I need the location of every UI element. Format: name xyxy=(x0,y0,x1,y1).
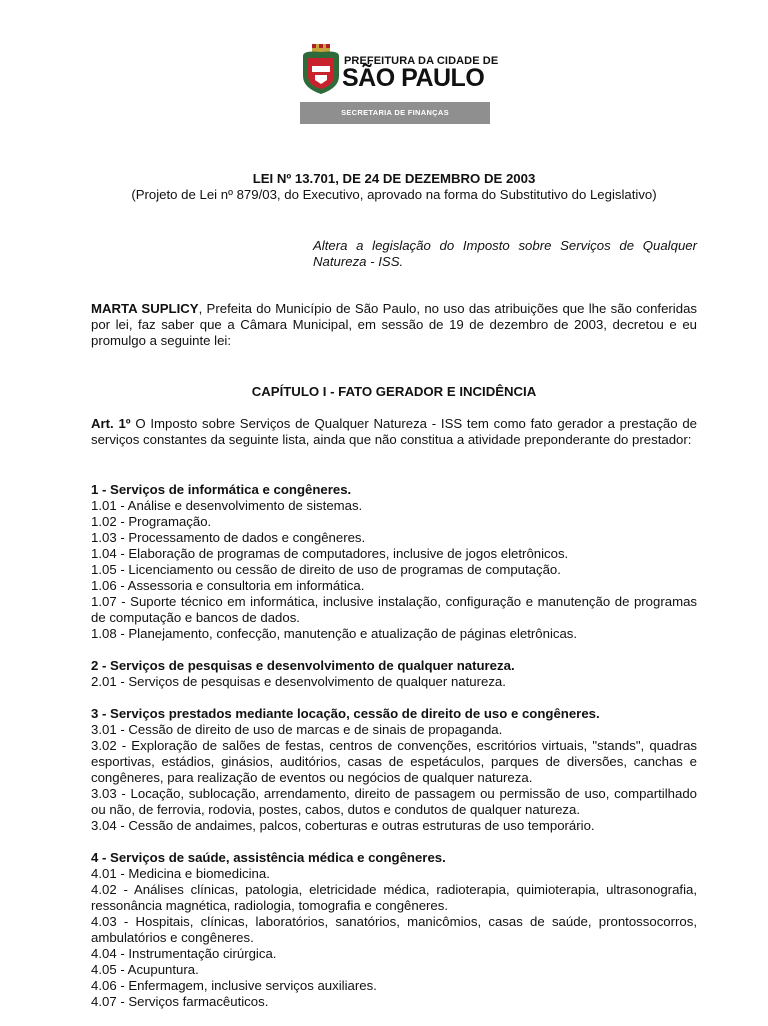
service-list xyxy=(91,482,697,1026)
article-label: Art. 1º xyxy=(91,416,131,431)
logo-bar: SECRETARIA DE FINANÇAS xyxy=(300,102,490,124)
service-item: 3.04 - Cessão de andaimes, palcos, coberturas e outras estruturas de uso temporário. xyxy=(91,818,595,833)
promulgation-paragraph xyxy=(91,301,697,349)
service-section xyxy=(91,850,697,1010)
service-item: 1.07 - Suporte técnico em informática, inclusive instalação, configuração e manutenção de programas de computação e bancos de dados. xyxy=(91,594,697,625)
service-item: 4.05 - Acupuntura. xyxy=(91,962,199,977)
service-section xyxy=(91,706,697,834)
service-item: 4.02 - Análises clínicas, patologia, eletricidade médica, radioterapia, quimioterapia, ultrasonografia, ressonância magnética, radiologia, tomografia e congêneres. xyxy=(91,882,697,913)
logo xyxy=(300,42,499,124)
service-item: 3.02 - Exploração de salões de festas, centros de convenções, escritórios virtuais, "stands", quadras esportivas, estádios, ginásios, auditórios, casas de espetáculos, parques de diversões, canchas e congêneres, para realização de eventos ou negócios de qualquer natureza. xyxy=(91,738,697,785)
service-item: 1.01 - Análise e desenvolvimento de sistemas. xyxy=(91,498,363,513)
service-item: 1.08 - Planejamento, confecção, manutenção e atualização de páginas eletrônicas. xyxy=(91,626,578,641)
logo-line2: SÃO PAULO xyxy=(342,64,485,92)
section-heading: 2 - Serviços de pesquisas e desenvolvimento de qualquer natureza. xyxy=(91,658,515,673)
article-text: O Imposto sobre Serviços de Qualquer Natureza - ISS tem como fato gerador a prestação de serviços constantes da seguinte lista, ainda que não constitua a atividade preponderante do prestador: xyxy=(91,416,697,447)
law-title: LEI Nº 13.701, DE 24 DE DEZEMBRO DE 2003 xyxy=(252,171,536,186)
service-item: 1.05 - Licenciamento ou cessão de direito de uso de programas de computação. xyxy=(91,562,561,577)
service-section xyxy=(91,658,697,690)
article-1 xyxy=(91,416,697,448)
mayor-name: MARTA SUPLICY xyxy=(91,301,199,316)
section-heading: 3 - Serviços prestados mediante locação, cessão de direito de uso e congêneres. xyxy=(91,706,600,721)
service-section xyxy=(91,482,697,642)
logo-line1: PREFEITURA DA CIDADE DE xyxy=(344,55,499,67)
service-item: 4.07 - Serviços farmacêuticos. xyxy=(91,994,269,1009)
service-item: 1.04 - Elaboração de programas de computadores, inclusive de jogos eletrônicos. xyxy=(91,546,569,561)
coat-of-arms-icon xyxy=(300,42,342,98)
service-item: 2.01 - Serviços de pesquisas e desenvolvimento de qualquer natureza. xyxy=(91,674,506,689)
section-heading: 1 - Serviços de informática e congêneres. xyxy=(91,482,352,497)
service-item: 4.01 - Medicina e biomedicina. xyxy=(91,866,270,881)
service-item: 1.06 - Assessoria e consultoria em informática. xyxy=(91,578,365,593)
service-item: 4.04 - Instrumentação cirúrgica. xyxy=(91,946,277,961)
service-item: 3.01 - Cessão de direito de uso de marcas e de sinais de propaganda. xyxy=(91,722,503,737)
service-item: 4.03 - Hospitais, clínicas, laboratórios, sanatórios, manicômios, casas de saúde, prontossocorros, ambulatórios e congêneres. xyxy=(91,914,697,945)
section-heading: 4 - Serviços de saúde, assistência médica e congêneres. xyxy=(91,850,446,865)
service-item: 4.06 - Enfermagem, inclusive serviços auxiliares. xyxy=(91,978,377,993)
promulgation-text: , Prefeita do Município de São Paulo, no uso das atribuições que lhe são conferidas por lei, faz saber que a Câmara Municipal, em sessão de 19 de dezembro de 2003, decretou e eu promulgo a seguinte lei: xyxy=(91,301,698,348)
law-summary: Altera a legislação do Imposto sobre Serviços de Qualquer Natureza - ISS. xyxy=(313,238,697,269)
service-item: 1.02 - Programação. xyxy=(91,514,212,529)
law-subtitle: (Projeto de Lei nº 879/03, do Executivo, aprovado na forma do Substitutivo do Legislativo) xyxy=(131,187,657,202)
service-item: 1.03 - Processamento de dados e congêneres. xyxy=(91,530,366,545)
service-item: 3.03 - Locação, sublocação, arrendamento, direito de passagem ou permissão de uso, compartilhado ou não, de ferrovia, rodovia, postes, cabos, dutos e condutos de qualquer natureza. xyxy=(91,786,697,817)
chapter-heading: CAPÍTULO I - FATO GERADOR E INCIDÊNCIA xyxy=(251,384,537,399)
